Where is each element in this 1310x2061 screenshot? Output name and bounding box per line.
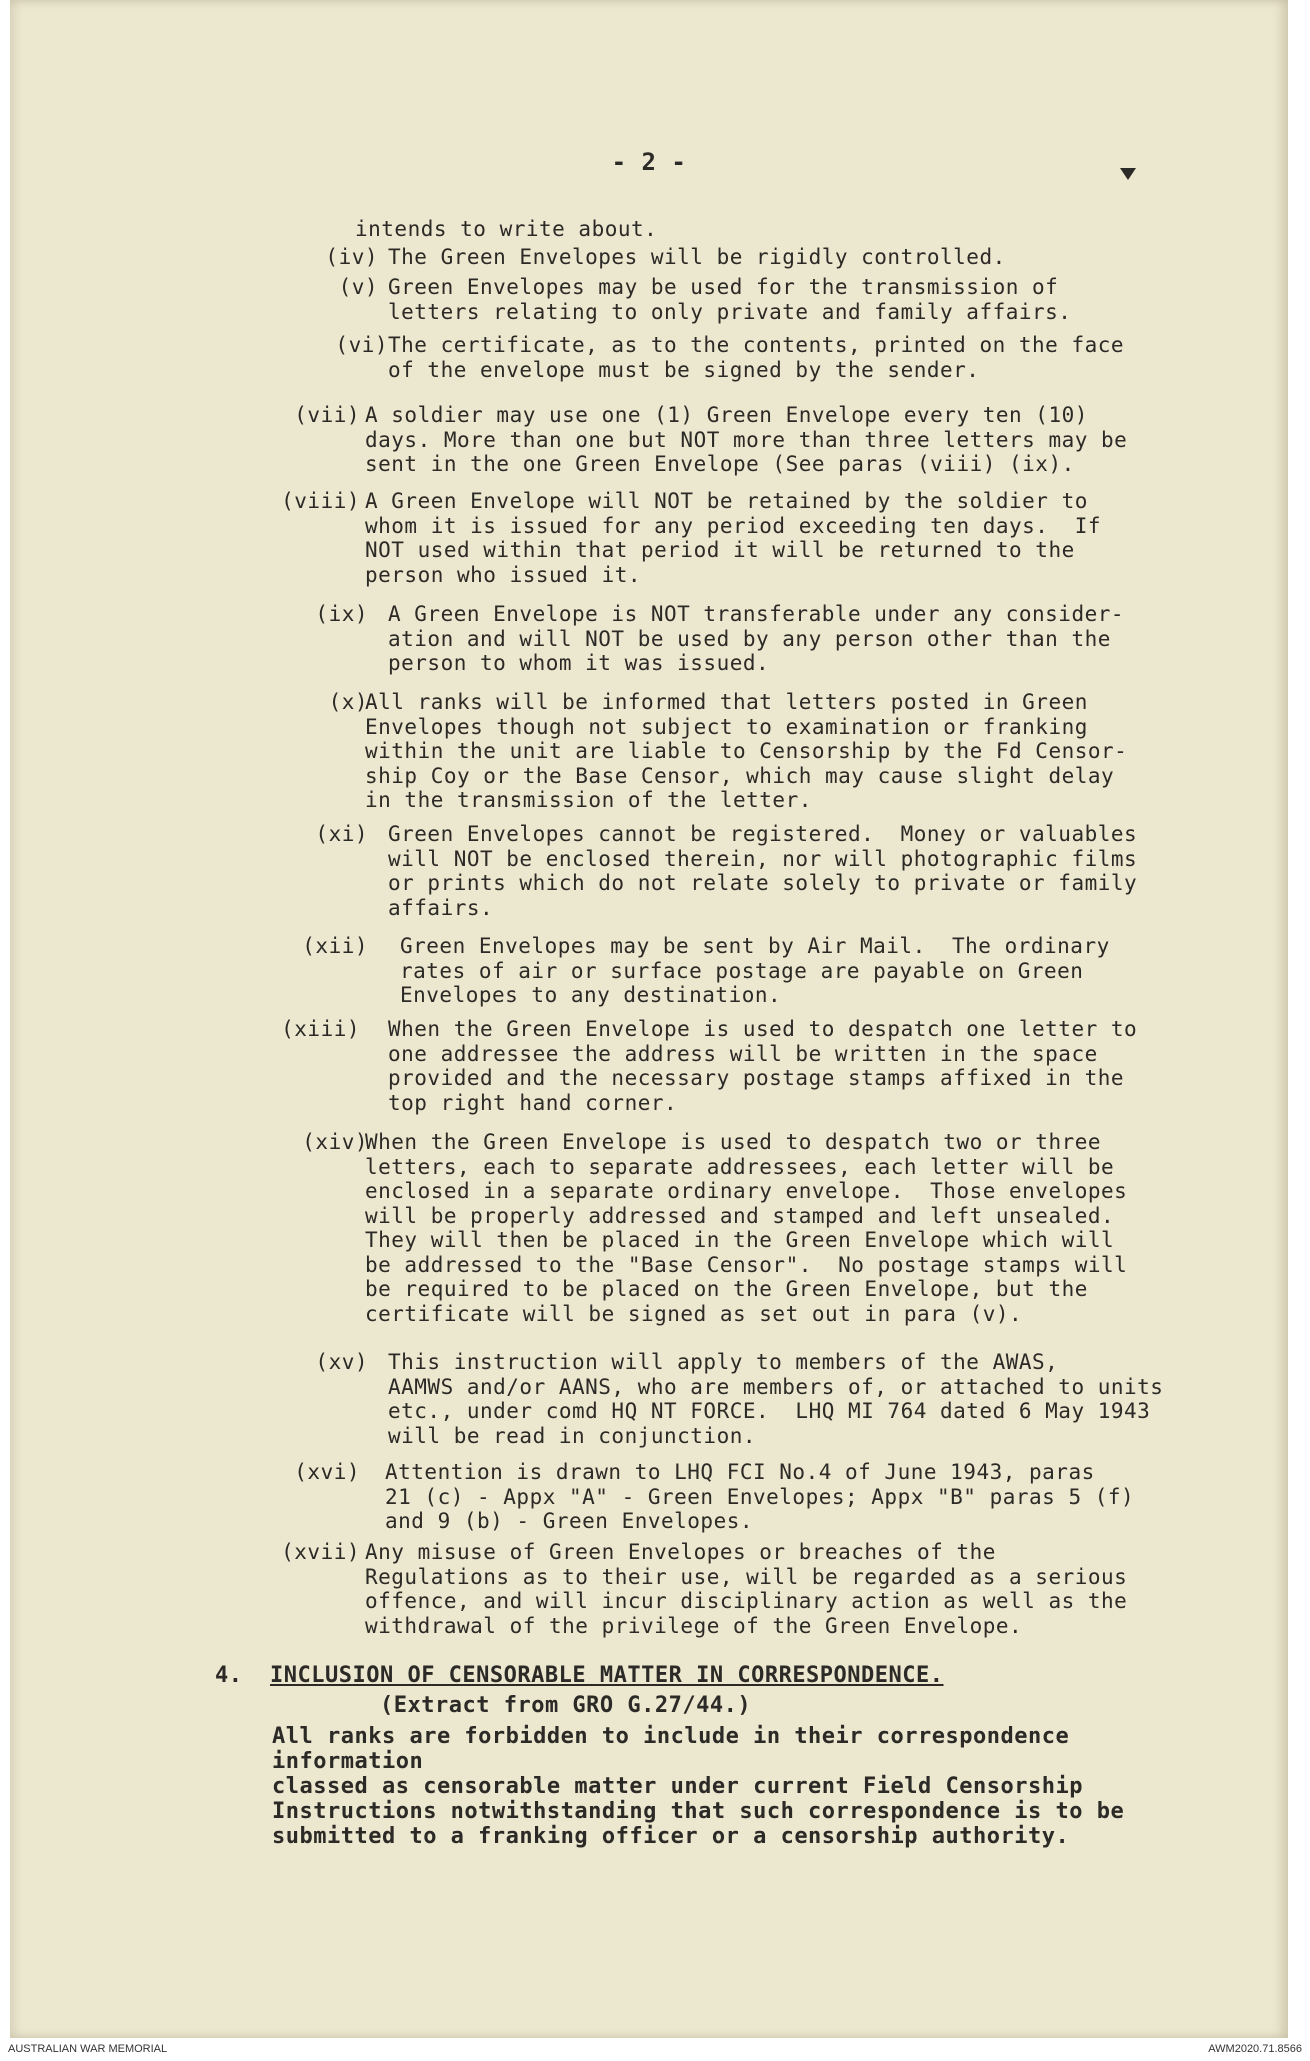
item-number: (xi) <box>315 822 368 846</box>
item-number: (vi) <box>335 333 388 357</box>
section-paragraph: All ranks are forbidden to include in their correspondence information classed as censorable matter under current Field Censorship Instructions notwithstanding that such correspondence is to be submitted to a franking officer or a censorship authority. <box>272 1724 1125 1849</box>
section-number: 4. <box>215 1663 243 1688</box>
item-number: (ix) <box>315 602 368 626</box>
item-text: A soldier may use one (1) Green Envelope every ten (10) days. More than one but NOT more than three letters may be sent in the one Green Envelope (See paras (viii) (ix). <box>365 403 1128 476</box>
item-text: Green Envelopes may be used for the transmission of letters relating to only private and family affairs. <box>388 275 1072 324</box>
section-title: INCLUSION OF CENSORABLE MATTER IN CORRESPONDENCE. <box>270 1663 944 1688</box>
item-text: The Green Envelopes will be rigidly controlled. <box>388 245 1006 269</box>
typed-page <box>10 0 1288 2038</box>
item-text: Green Envelopes cannot be registered. Money or valuables will NOT be enclosed therein, nor will photographic films or prints which do not relate solely to private or family affairs. <box>388 822 1138 920</box>
page-number: - 2 - <box>611 148 687 176</box>
item-number: (vii) <box>294 403 360 427</box>
item-text: A Green Envelope will NOT be retained by the soldier to whom it is issued for any period exceeding ten days. If NOT used within that period it will be returned to the person who issued it. <box>365 489 1102 587</box>
item-text: This instruction will apply to members of the AWAS, AAMWS and/or AANS, who are members of, or attached to units etc., under comd HQ NT FORCE. LHQ MI 764 dated 6 May 1943 will be read in conjunction. <box>388 1350 1164 1448</box>
ink-mark-icon <box>1120 168 1136 180</box>
item-text: Any misuse of Green Envelopes or breaches of the Regulations as to their use, will be regarded as a serious offence, and will incur disciplinary action as well as the withdrawal of the privilege of the Green Envelope. <box>365 1540 1128 1638</box>
item-text: A Green Envelope is NOT transferable under any consider- ation and will NOT be used by any person other than the person to whom it was issued. <box>388 602 1125 675</box>
item-text: All ranks will be informed that letters posted in Green Envelopes though not subject to examination or franking within the unit are liable to Censorship by the Fd Censor- ship Coy or the Base Censor, which may cause slight delay in the transmission of the letter. <box>365 690 1128 812</box>
item-number: (xiii) <box>281 1017 360 1041</box>
item-number: (x) <box>328 690 368 714</box>
footer-reference: AWM2020.71.8566 <box>1208 2043 1302 2055</box>
item-text: When the Green Envelope is used to despatch two or three letters, each to separate addressees, each letter will be enclosed in a separate ordinary envelope. Those envelopes will be properly addressed and stamped and left unsealed. They will then be placed in the Green Envelope which will be addressed to the "Base Censor". No postage stamps will be required to be placed on the Green Envelope, but the certificate will be signed as set out in para (v). <box>365 1130 1128 1326</box>
footer-archive-name: AUSTRALIAN WAR MEMORIAL <box>8 2043 168 2055</box>
item-text: Attention is drawn to LHQ FCI No.4 of June 1943, paras 21 (c) - Appx "A" - Green Envelopes; Appx "B" paras 5 (f) and 9 (b) - Green Envelopes. <box>385 1460 1135 1533</box>
section-heading <box>215 1663 944 1688</box>
item-number: (iv) <box>325 245 378 269</box>
item-number: (xvi) <box>294 1460 360 1484</box>
item-number: (v) <box>338 275 378 299</box>
item-text: The certificate, as to the contents, printed on the face of the envelope must be signed by the sender. <box>388 333 1125 382</box>
item-text: Green Envelopes may be sent by Air Mail. The ordinary rates of air or surface postage are payable on Green Envelopes to any destination. <box>400 934 1110 1007</box>
item-text: When the Green Envelope is used to despatch one letter to one addressee the address will be written in the space provided and the necessary postage stamps affixed in the top right hand corner. <box>388 1017 1138 1115</box>
section-subtitle: (Extract from GRO G.27/44.) <box>380 1693 752 1718</box>
paper-sheet <box>10 0 1288 2038</box>
item-number: (xv) <box>315 1350 368 1374</box>
item-number: (xii) <box>302 934 368 958</box>
item-number: (viii) <box>281 489 360 513</box>
item-number: (xvii) <box>281 1540 360 1564</box>
continuation-line: intends to write about. <box>355 217 658 241</box>
item-number: (xiv) <box>302 1130 368 1154</box>
